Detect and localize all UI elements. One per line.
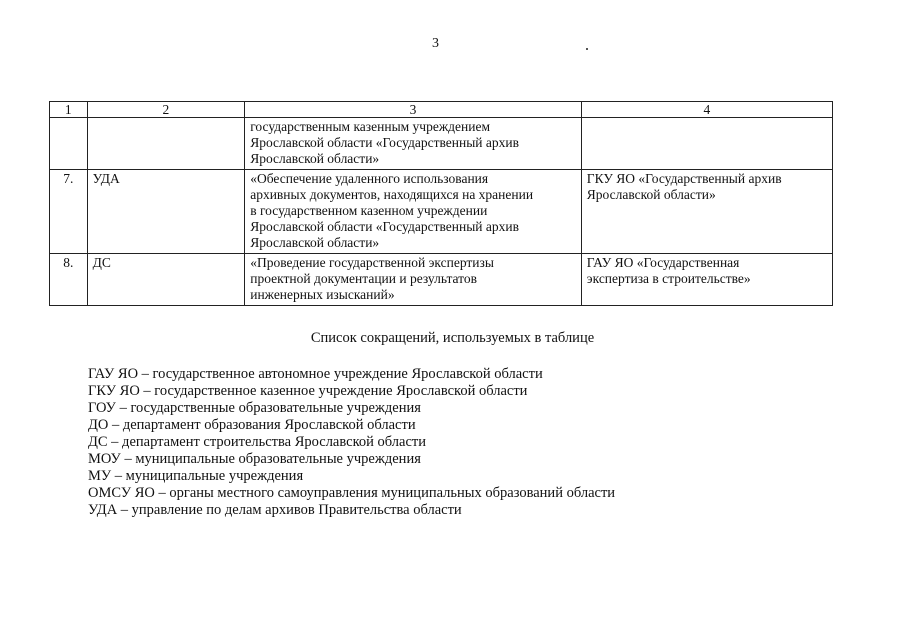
- abbreviation-item: ДС – департамент строительства Ярославской области: [88, 434, 426, 450]
- row-code: ДС: [87, 254, 245, 306]
- header-cell-4: 4: [581, 102, 832, 118]
- provider-line: экспертиза в строительстве»: [586, 271, 751, 286]
- abbreviation-item: ГОУ – государственные образовательные учреждения: [88, 400, 421, 416]
- service-line: «Обеспечение удаленного использования: [250, 171, 489, 186]
- abbreviation-item: ГКУ ЯО – государственное казенное учреждение Ярославской области: [88, 383, 528, 399]
- abbreviation-item: МОУ – муниципальные образовательные учреждения: [88, 451, 421, 467]
- table-header-row: [50, 102, 833, 118]
- abbreviation-item: УДА – управление по делам архивов Правительства области: [88, 502, 462, 518]
- row-number: 8.: [50, 254, 88, 306]
- provider-line: ГКУ ЯО «Государственный архив: [586, 171, 782, 186]
- abbreviations-caption: Список сокращений, используемых в таблице: [310, 330, 595, 346]
- page-number: 3: [432, 36, 439, 51]
- service-line: проектной документации и результатов: [250, 271, 478, 286]
- header-cell-1: 1: [50, 102, 88, 118]
- service-line: Ярославской области»: [250, 235, 380, 250]
- header-cell-2: 2: [87, 102, 245, 118]
- row-provider: [581, 254, 832, 306]
- row-provider: [581, 170, 832, 254]
- service-line: Ярославской области»: [250, 151, 380, 166]
- services-table: [49, 101, 833, 306]
- header-cell-3: 3: [245, 102, 582, 118]
- row-number: [50, 118, 88, 170]
- row-number: 7.: [50, 170, 88, 254]
- row-code: УДА: [87, 170, 245, 254]
- service-line: Ярославской области «Государственный архив: [250, 135, 519, 150]
- abbreviation-item: МУ – муниципальные учреждения: [88, 468, 304, 484]
- provider-line: Ярославской области»: [586, 187, 716, 202]
- row-provider: [581, 118, 832, 170]
- row-service: [245, 118, 582, 170]
- row-service: [245, 254, 582, 306]
- service-line: «Проведение государственной экспертизы: [250, 255, 494, 270]
- row-service: [245, 170, 582, 254]
- row-code: [87, 118, 245, 170]
- service-line: в государственном казенном учреждении: [250, 203, 488, 218]
- scan-speck: [586, 48, 588, 50]
- table-row: [50, 170, 833, 254]
- abbreviation-item: ОМСУ ЯО – органы местного самоуправления муниципальных образований области: [88, 485, 616, 501]
- abbreviation-item: ГАУ ЯО – государственное автономное учреждение Ярославской области: [88, 366, 543, 382]
- table-row: [50, 254, 833, 306]
- service-line: государственным казенным учреждением: [250, 119, 491, 134]
- table-row: [50, 118, 833, 170]
- provider-line: ГАУ ЯО «Государственная: [586, 255, 740, 270]
- abbreviation-item: ДО – департамент образования Ярославской области: [88, 417, 416, 433]
- service-line: архивных документов, находящихся на хранении: [250, 187, 534, 202]
- abbreviations-list: [88, 366, 615, 519]
- service-line: инженерных изысканий»: [250, 287, 395, 302]
- service-line: Ярославской области «Государственный архив: [250, 219, 519, 234]
